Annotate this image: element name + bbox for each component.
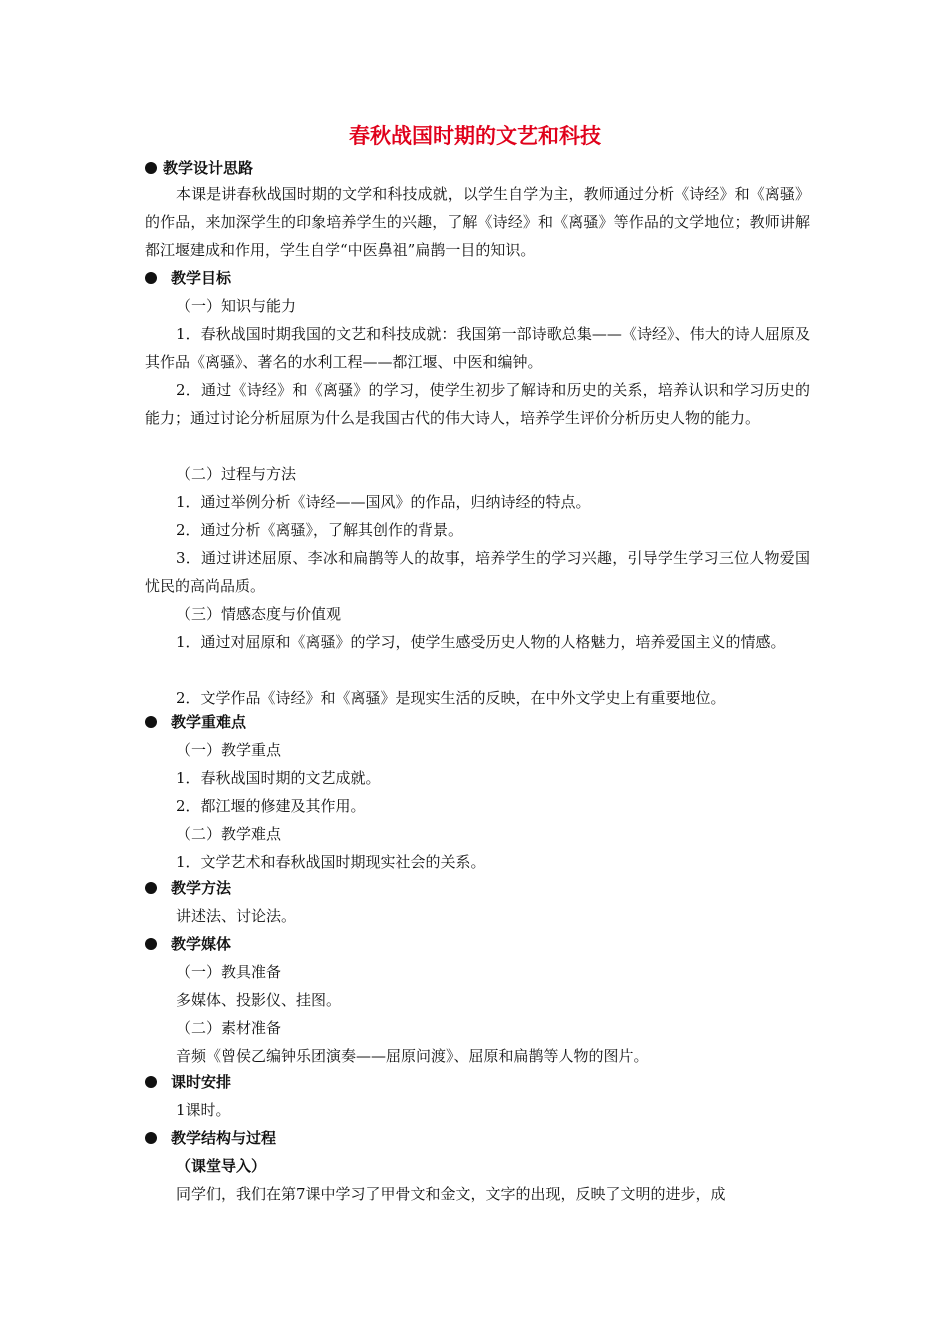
goals-paragraph-3-2: 2．文学作品《诗经》和《离骚》是现实生活的反映，在中外文学史上有重要地位。 — [176, 689, 726, 707]
goals-paragraph-1-2: 2．通过《诗经》和《离骚》的学习，使学生初步了解诗和历史的关系，培养认识和学习历史的能力；通过讨论分析屈原为什么是我国古代的伟大诗人，培养学生评价分析历史人物的能力。 — [145, 381, 810, 427]
bullet-icon — [145, 882, 157, 894]
section-heading-goals: 教学目标 — [145, 264, 810, 292]
goals-paragraph-2-1: 1．通过举例分析《诗经——国风》的作品，归纳诗经的特点。 — [176, 493, 591, 511]
goals-paragraph-2-3: 3．通过讲述屈原、李冰和扁鹊等人的故事，培养学生的学习兴趣，引导学生学习三位人物爱国忧民的高尚品质。 — [145, 549, 810, 595]
section-heading-keypoints: 教学重难点 — [145, 708, 810, 736]
bullet-icon — [145, 162, 157, 174]
hours-paragraph: 1课时。 — [176, 1101, 231, 1119]
method-paragraph: 讲述法、讨论法。 — [176, 907, 297, 925]
keypoints-paragraph-1-1: 1．春秋战国时期的文艺成就。 — [176, 769, 381, 787]
goals-paragraph-3-1: 1．通过对屈原和《离骚》的学习，使学生感受历史人物的人格魅力，培养爱国主义的情感。 — [176, 633, 786, 651]
goals-subheading-1: （一）知识与能力 — [176, 297, 297, 315]
keypoints-subheading-1: （一）教学重点 — [176, 741, 282, 759]
process-paragraph-1: 同学们，我们在第7课中学习了甲骨文和金文，文字的出现，反映了文明的进步，成 — [176, 1185, 726, 1203]
media-subheading-2: （二）素材准备 — [176, 1019, 282, 1037]
section-heading-design: 教学设计思路 — [145, 154, 810, 182]
goals-paragraph-1-1: 1．春秋战国时期我国的文艺和科技成就：我国第一部诗歌总集——《诗经》、伟大的诗人屈原及其作品《离骚》、著名的水利工程——都江堰、中医和编钟。 — [145, 325, 810, 371]
bullet-icon — [145, 1076, 157, 1088]
section-heading-method: 教学方法 — [145, 874, 810, 902]
bullet-icon — [145, 272, 157, 284]
keypoints-subheading-2: （二）教学难点 — [176, 825, 282, 843]
media-subheading-1: （一）教具准备 — [176, 963, 282, 981]
media-paragraph-2: 音频《曾侯乙编钟乐团演奏——屈原问渡》、屈原和扁鹊等人物的图片。 — [176, 1047, 649, 1065]
media-paragraph-1: 多媒体、投影仪、挂图。 — [176, 991, 342, 1009]
keypoints-paragraph-2-1: 1．文学艺术和春秋战国时期现实社会的关系。 — [176, 853, 486, 871]
bullet-icon — [145, 938, 157, 950]
bullet-icon — [145, 716, 157, 728]
process-subheading-1: （课堂导入） — [176, 1157, 267, 1175]
goals-paragraph-2-2: 2．通过分析《离骚》，了解其创作的背景。 — [176, 521, 464, 539]
keypoints-paragraph-1-2: 2．都江堰的修建及其作用。 — [176, 797, 366, 815]
bullet-icon — [145, 1132, 157, 1144]
document-title: 春秋战国时期的文艺和科技 — [349, 124, 601, 148]
design-paragraph: 本课是讲春秋战国时期的文学和科技成就，以学生自学为主，教师通过分析《诗经》和《离骚》的作品，来加深学生的印象培养学生的兴趣，了解《诗经》和《离骚》等作品的文学地位；教师讲解都江堰建成和作用，学生自学“中医鼻祖”扁鹊一目的知识。 — [145, 185, 810, 259]
section-heading-process: 教学结构与过程 — [145, 1124, 810, 1152]
goals-subheading-2: （二）过程与方法 — [176, 465, 297, 483]
section-heading-hours: 课时安排 — [145, 1068, 810, 1096]
section-heading-media: 教学媒体 — [145, 930, 810, 958]
goals-subheading-3: （三）情感态度与价值观 — [176, 605, 342, 623]
